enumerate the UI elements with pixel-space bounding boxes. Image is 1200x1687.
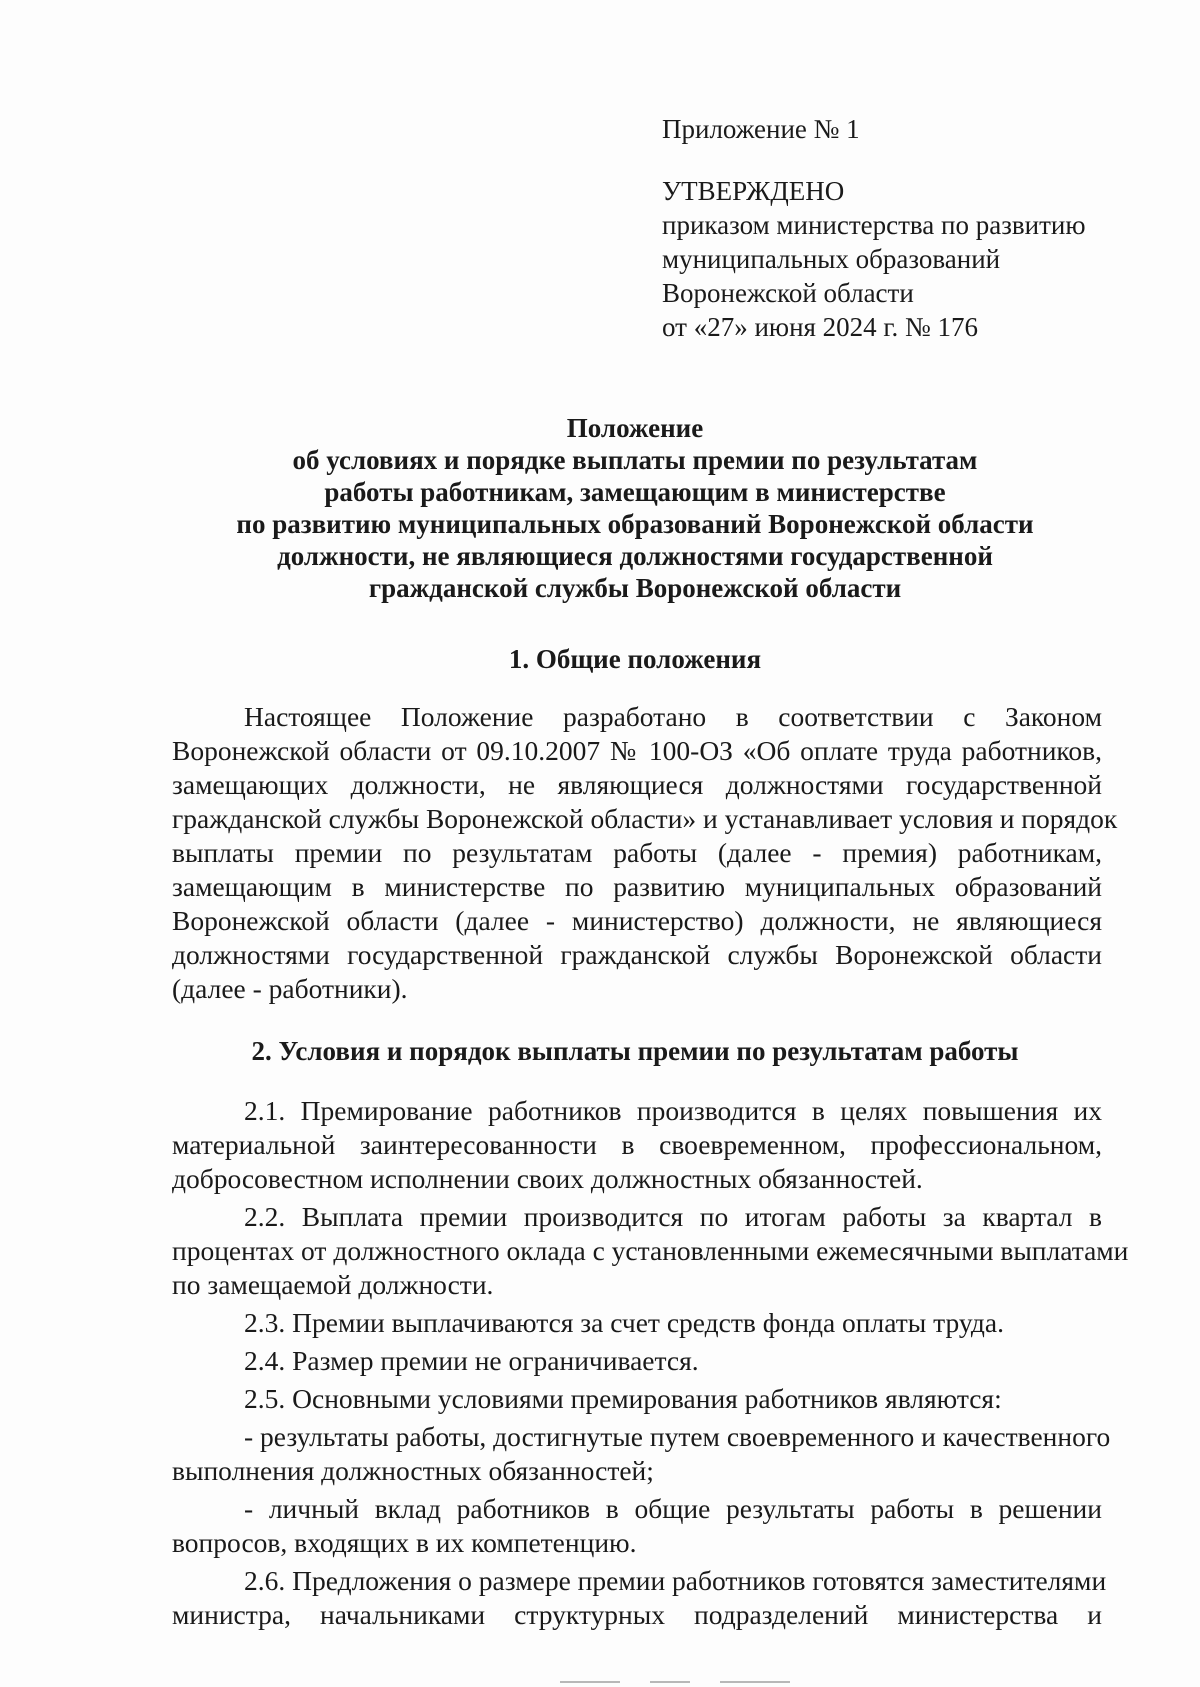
paragraph-2-1: [172, 1094, 1102, 1196]
document-title: [170, 412, 1100, 604]
text-line: процентах от должностного оклада с установленными ежемесячными выплатами: [172, 1235, 1129, 1266]
text-line: 2.2. Выплата премии производится по итогам работы за квартал в: [244, 1201, 1102, 1232]
title-line: работы работникам, замещающим в министерстве: [324, 477, 946, 507]
approval-stamp-block: [662, 112, 1142, 344]
text-line: 2.4. Размер премии не ограничивается.: [244, 1345, 699, 1376]
list-item-contribution: [172, 1492, 1102, 1560]
scan-artifact: [650, 1681, 690, 1683]
approval-line: муниципальных образований: [662, 244, 1001, 274]
section-2-heading: 2. Условия и порядок выплаты премии по результатам работы: [251, 1036, 1019, 1066]
text-line: министра, начальниками структурных подразделений министерства и: [172, 1599, 1102, 1630]
list-item-results: [172, 1420, 1111, 1488]
text-line: материальной заинтересованности в своевременном, профессиональном,: [172, 1129, 1102, 1160]
text-line: - личный вклад работников в общие результаты работы в решении: [244, 1493, 1102, 1524]
text-line: Настоящее Положение разработано в соответствии с Законом: [244, 701, 1102, 732]
text-line: выплаты премии по результатам работы (далее - премия) работникам,: [172, 837, 1102, 868]
text-line: 2.6. Предложения о размере премии работников готовятся заместителями: [244, 1565, 1107, 1596]
paragraph-2-5: [172, 1382, 1102, 1416]
text-line: 2.1. Премирование работников производится в целях повышения их: [244, 1095, 1102, 1126]
paragraph-2-2: [172, 1200, 1129, 1302]
text-line: Воронежской области от 09.10.2007 № 100-ОЗ «Об оплате труда работников,: [172, 735, 1102, 766]
approval-line: приказом министерства по развитию: [662, 210, 1086, 240]
scan-artifact: [560, 1681, 620, 1683]
paragraph-2-3: [172, 1306, 1102, 1340]
title-line: по развитию муниципальных образований Воронежской области: [236, 509, 1034, 539]
text-line: (далее - работники).: [172, 973, 408, 1004]
section-2-body: [172, 1094, 1129, 1636]
text-line: должностями государственной гражданской службы Воронежской области: [172, 939, 1102, 970]
title-line: Положение: [566, 413, 704, 443]
approved-label: УТВЕРЖДЕНО: [662, 176, 845, 206]
text-line: 2.5. Основными условиями премирования работников являются:: [244, 1383, 1002, 1414]
text-line: гражданской службы Воронежской области» и устанавливает условия и порядок: [172, 803, 1118, 834]
title-line: об условиях и порядке выплаты премии по результатам: [292, 445, 978, 475]
text-line: Воронежской области (далее - министерство) должности, не являющиеся: [172, 905, 1102, 936]
text-line: вопросов, входящих в их компетенцию.: [172, 1527, 637, 1558]
section-1-paragraph: [172, 700, 1118, 1006]
approval-order-date: от «27» июня 2024 г. № 176: [662, 312, 978, 342]
title-line: гражданской службы Воронежской области: [368, 573, 902, 603]
annex-number: Приложение № 1: [662, 114, 860, 144]
approval-line: Воронежской области: [662, 278, 914, 308]
section-1-heading: 1. Общие положения: [508, 644, 762, 674]
text-line: - результаты работы, достигнутые путем своевременного и качественного: [244, 1421, 1111, 1452]
text-line: добросовестном исполнении своих должностных обязанностей.: [172, 1163, 923, 1194]
paragraph-2-4: [172, 1344, 1102, 1378]
paragraph-2-6: [172, 1564, 1107, 1632]
text-line: 2.3. Премии выплачиваются за счет средств фонда оплаты труда.: [244, 1307, 1004, 1338]
text-line: выполнения должностных обязанностей;: [172, 1455, 654, 1486]
text-line: по замещаемой должности.: [172, 1269, 494, 1300]
text-line: замещающим в министерстве по развитию муниципальных образований: [172, 871, 1102, 902]
scan-artifact: [720, 1681, 790, 1683]
text-line: замещающих должности, не являющиеся должностями государственной: [172, 769, 1102, 800]
title-line: должности, не являющиеся должностями государственной: [277, 541, 993, 571]
